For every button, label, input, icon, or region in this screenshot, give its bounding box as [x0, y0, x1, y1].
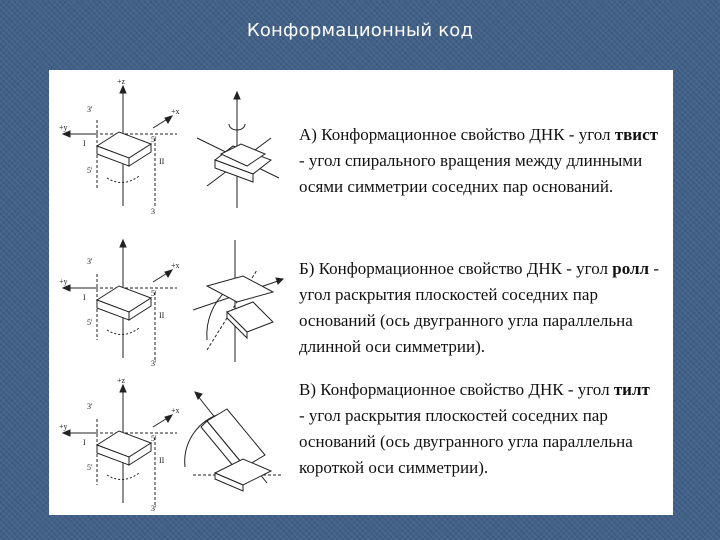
- roll-description: [299, 256, 659, 360]
- twist-desc: - угол спирального вращения между длинными осями симметрии соседних пар оснований.: [299, 151, 643, 196]
- twist-letter: А): [299, 125, 317, 144]
- tilt-figure: [57, 375, 289, 515]
- five-prime-label: 5': [87, 463, 93, 472]
- roll-term: ролл: [612, 259, 650, 278]
- strand-two-label: II: [159, 456, 165, 465]
- z-axis-label: +z: [117, 376, 126, 385]
- twist-figure: [57, 78, 289, 218]
- tilt-row: [49, 375, 673, 515]
- roll-row: [49, 230, 673, 370]
- five-prime-label: 5': [87, 166, 93, 175]
- tilt-term: тилт: [613, 380, 650, 399]
- five-prime-label-2: 5': [151, 289, 157, 298]
- tilt-diagram: [57, 375, 289, 515]
- twist-lead: Конформационное свойство ДНК - угол: [321, 125, 611, 144]
- strand-one-label: I: [83, 139, 86, 148]
- three-prime-label: 3': [87, 105, 93, 114]
- three-prime-label: 3': [87, 402, 93, 411]
- roll-figure: [57, 230, 289, 370]
- y-axis-label: +y: [59, 422, 68, 431]
- x-axis-label: +x: [171, 406, 180, 415]
- content-panel: [49, 70, 673, 515]
- roll-desc: - угол раскрытия плоскостей соседних пар оснований (ось двугранного угла параллельна длинной оси симметрии).: [299, 259, 659, 356]
- roll-diagram: [57, 230, 289, 370]
- five-prime-label-2: 5': [151, 434, 157, 443]
- twist-term: твист: [614, 125, 658, 144]
- strand-one-label: I: [83, 438, 86, 447]
- roll-lead: Конформационное свойство ДНК - угол: [318, 259, 608, 278]
- y-axis-label: +y: [59, 277, 68, 286]
- three-prime-label: 3': [87, 257, 93, 266]
- five-prime-label-2: 5': [151, 135, 157, 144]
- three-prime-bottom-label: 3': [151, 504, 157, 513]
- strand-one-label: I: [83, 293, 86, 302]
- strand-two-label: II: [159, 311, 165, 320]
- twist-diagram: [57, 78, 289, 218]
- tilt-description: [299, 377, 659, 481]
- tilt-desc: - угол раскрытия плоскостей соседних пар оснований (ось двугранного угла параллельна короткой оси симметрии).: [299, 406, 633, 477]
- x-axis-label: +x: [171, 107, 180, 116]
- slide-title: Конформационный код: [246, 20, 474, 41]
- strand-two-label: II: [159, 157, 165, 166]
- roll-letter: Б): [299, 259, 315, 278]
- tilt-letter: В): [299, 380, 316, 399]
- twist-description: [299, 122, 659, 200]
- three-prime-bottom-label: 3': [151, 359, 157, 368]
- twist-row: [49, 78, 673, 218]
- x-axis-label: +x: [171, 261, 180, 270]
- five-prime-label: 5': [87, 318, 93, 327]
- z-axis-label: +z: [117, 78, 126, 86]
- y-axis-label: +y: [59, 123, 68, 132]
- three-label: 3: [151, 207, 155, 216]
- tilt-lead: Конформационное свойство ДНК - угол: [320, 380, 610, 399]
